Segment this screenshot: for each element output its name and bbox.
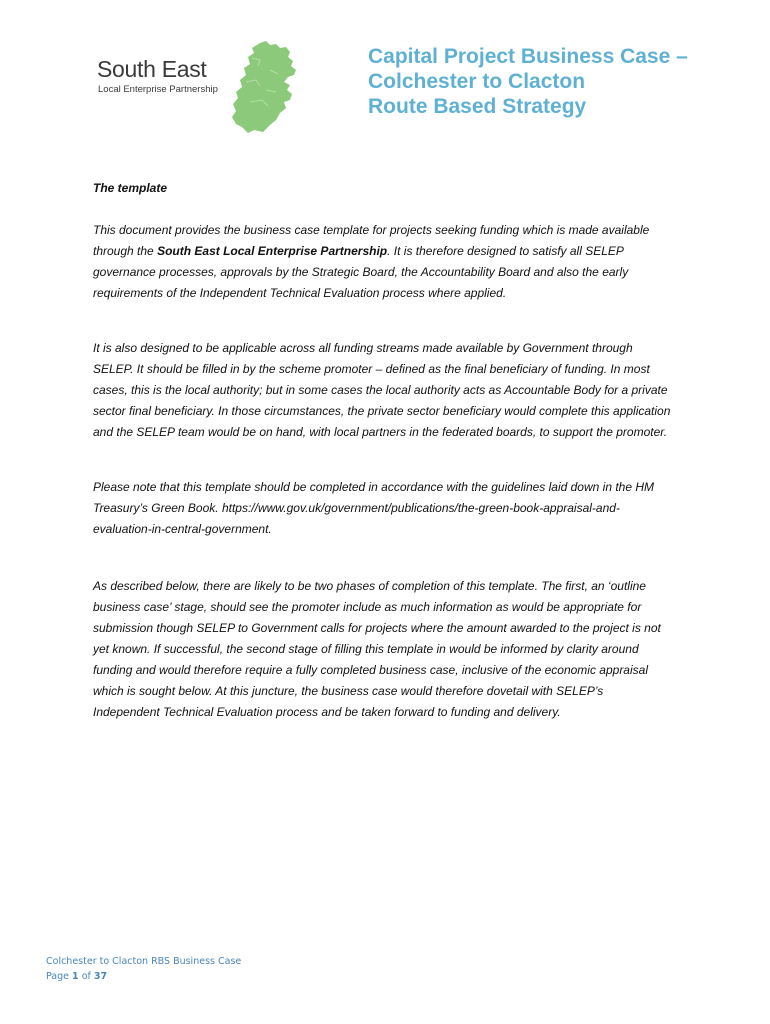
paragraph-1-start: This document provides the business case template for projects seeking funding which is made available through the: [93, 223, 650, 258]
logo-wordmark: South East: [97, 56, 207, 82]
document-body: [93, 178, 673, 757]
paragraph-4: As described below, there are likely to be two phases of completion of this template. The first, an ‘outline business case’ stage, should see the promoter include as much information as would be appropriate for submission though SELEP to Government calls for projects where the amount awarded to the project is not yet known. If successful, the second stage of filling this template in would be informed by clarity around funding and would therefore require a fully completed business case, inclusive of the economic appraisal which is sought below. At this juncture, the business case would therefore dovetail with SELEP’s Independent Technical Evaluation process and be taken forward to funding and delivery.: [93, 579, 661, 719]
page-footer: [46, 954, 241, 984]
footer-page-current: 1: [72, 971, 79, 982]
page-title: [368, 44, 758, 119]
paragraph-1: [93, 220, 673, 304]
paragraph-3: Please note that this template should be completed in accordance with the guidelines laid down in the HM Treasury’s Green Book. https://www.gov.uk/government/publications/the-green-book-appraisal-and-evaluation-in-central-government.: [93, 480, 655, 536]
paragraph-2: It is also designed to be applicable across all funding streams made available by Government through SELEP. It should be filled in by the scheme promoter – defined as the final beneficiary of funding. In most cases, this is the local authority; but in some cases the local authority acts as Accountable Body for a private sector final beneficiary. In those circumstances, the private sector beneficiary would complete this application and the SELEP team would be on hand, with local partners in the federated boards, to support the promoter.: [93, 341, 671, 439]
footer-page-total: 37: [93, 971, 108, 982]
footer-page-label: Page: [46, 971, 69, 982]
paragraph-1-emphasis: South East Local Enterprise Partnership: [157, 244, 388, 258]
region-map-icon: [230, 40, 302, 135]
footer-page-of: of: [81, 971, 91, 982]
section-heading: The template: [93, 181, 168, 195]
title-line-2: Colchester to Clacton: [368, 70, 586, 93]
paragraph-1-end: . It is therefore designed to satisfy all SELEP governance processes, approvals by the Strategic Board, the Accountability Board and also the early requirements of the Independent Technical Evaluation process where applied.: [93, 244, 629, 300]
selep-logo: [95, 40, 310, 135]
footer-doc-name: Colchester to Clacton RBS Business Case: [46, 956, 242, 967]
title-line-3: Route Based Strategy: [368, 95, 587, 118]
title-line-1: Capital Project Business Case –: [368, 45, 688, 68]
footer-page-number: [46, 969, 241, 984]
logo-subtitle: Local Enterprise Partnership: [98, 84, 218, 95]
